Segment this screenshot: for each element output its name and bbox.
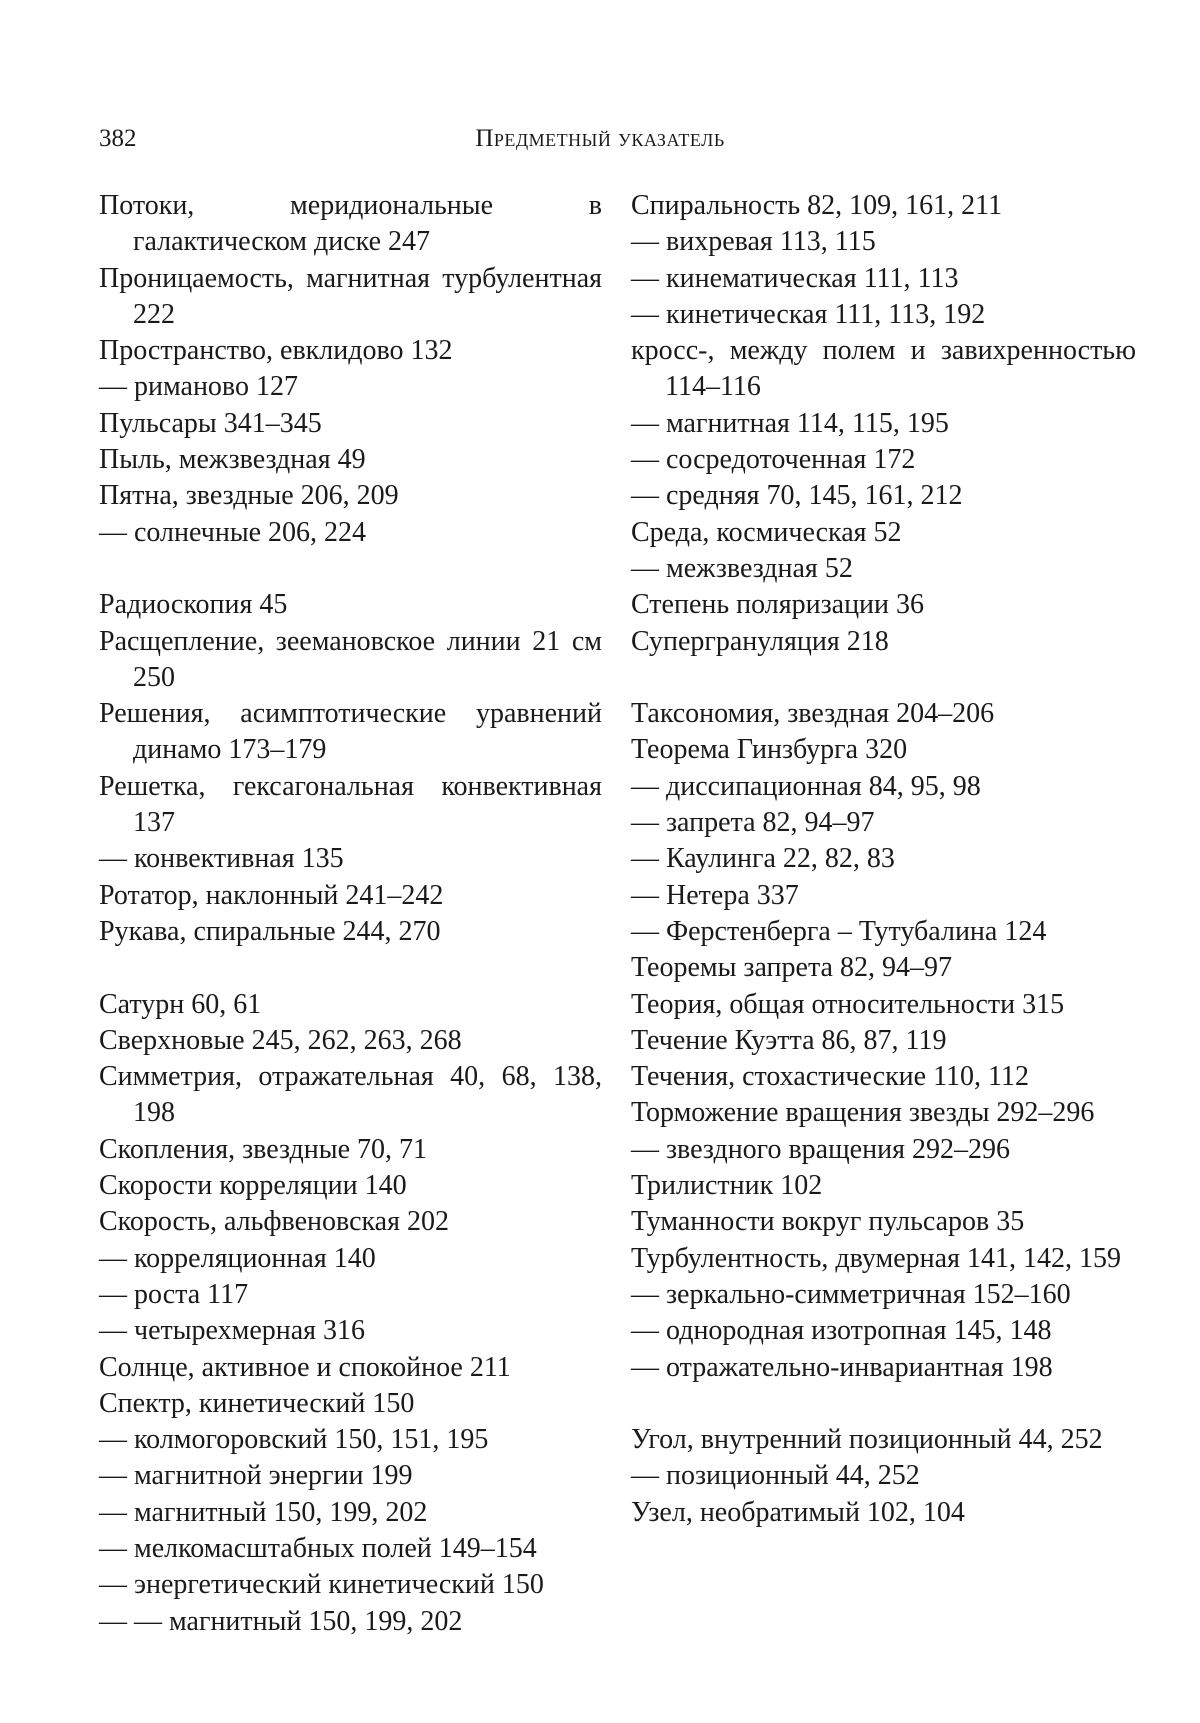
index-entry: Симметрия, отражательная 40, 68, 138, 198 (99, 1061, 602, 1129)
page-number: 382 (99, 125, 137, 152)
index-entry: — Каулинга 22, 82, 83 (631, 843, 895, 875)
index-entry: Супергрануляция 218 (631, 625, 889, 657)
index-entry: — мелкомасштабных полей 149–154 (99, 1532, 537, 1564)
index-entry: Теоремы запрета 82, 94–97 (631, 952, 952, 984)
index-entry: — — магнитный 150, 199, 202 (99, 1605, 463, 1637)
running-title: Предметный указатель (475, 125, 725, 152)
index-entry: Течения, стохастические 110, 112 (631, 1061, 1030, 1093)
index-entry: Сверхновые 245, 262, 263, 268 (99, 1024, 462, 1056)
index-entry: — диссипационная 84, 95, 98 (631, 770, 981, 802)
index-entry: — магнитная 114, 115, 195 (631, 407, 949, 439)
index-entry: Спектр, кинетический 150 (99, 1387, 415, 1419)
index-entry: — запрета 82, 94–97 (631, 807, 875, 839)
index-entry: Теорема Гинзбурга 320 (631, 734, 908, 766)
index-entry: Среда, космическая 52 (631, 516, 902, 548)
index-entry: Спиральность 82, 109, 161, 211 (631, 190, 1003, 221)
index-entry: Ротатор, наклонный 241–242 (99, 879, 444, 911)
index-entry: — вихревая 113, 115 (631, 226, 876, 258)
index-gap (631, 660, 1136, 696)
index-entry: Степень поляризации 36 (631, 589, 925, 621)
index-entry: — кинетическая 111, 113, 192 (631, 298, 986, 330)
index-entry: Пятна, звездные 206, 209 (99, 480, 399, 512)
index-entry: — магнитный 150, 199, 202 (99, 1496, 428, 1528)
index-entry: Узел, необратимый 102, 104 (631, 1496, 965, 1528)
index-entry: — позиционный 44, 252 (631, 1460, 920, 1492)
index-entry: — звездного вращения 292–296 (631, 1133, 1010, 1165)
index-entry: — средняя 70, 145, 161, 212 (631, 480, 963, 512)
index-entry: Рукава, спиральные 244, 270 (99, 915, 441, 947)
index-entry: Таксономия, звездная 204–206 (631, 698, 995, 730)
index-entry: Проницаемость, магнитная турбулентная 222 (99, 262, 602, 330)
index-entry: — колмогоровский 150, 151, 195 (99, 1424, 489, 1456)
index-entry: — однородная изотропная 145, 148 (631, 1315, 1052, 1347)
index-entry: Теория, общая относительности 315 (631, 988, 1065, 1020)
index-entry: — солнечные 206, 224 (99, 516, 367, 548)
index-entry: — Ферстенберга – Тутубалина 124 (631, 915, 1047, 947)
index-entry: — четырехмерная 316 (99, 1315, 366, 1347)
index-entry: Пыль, межзвездная 49 (99, 444, 366, 476)
index-entry: Радиоскопия 45 (99, 589, 288, 621)
index-entry: кросс-, между полем и завихренностью 114–116 (631, 335, 1136, 403)
index-gap (99, 551, 602, 587)
index-entry: Решения, асимптотические уравнений динамо 173–179 (99, 698, 602, 766)
index-entry: — межзвездная 52 (631, 552, 853, 584)
index-entry: — конвективная 135 (99, 843, 344, 875)
index-entry: Потоки, меридиональные в галактическом диске 247 (99, 190, 602, 258)
index-gap (631, 1386, 1136, 1422)
index-entry: Туманности вокруг пульсаров 35 (631, 1206, 1025, 1238)
index-entry: — зеркально-симметричная 152–160 (631, 1278, 1071, 1310)
index-entry: Солнце, активное и спокойное 211 (99, 1351, 511, 1383)
index-entry: Торможение вращения звезды 292–296 (631, 1097, 1095, 1129)
index-entry: Скорости корреляции 140 (99, 1170, 407, 1202)
index-entry: Трилистник 102 (631, 1170, 823, 1202)
index-entry: Пространство, евклидово 132 (99, 335, 453, 367)
index-entry: Пульсары 341–345 (99, 407, 322, 439)
index-entry: — риманово 127 (99, 371, 298, 403)
index-entry: Скорость, альфвеновская 202 (99, 1206, 449, 1238)
index-entry: Сатурн 60, 61 (99, 988, 262, 1020)
index-entry: — энергетический кинетический 150 (99, 1569, 544, 1601)
index-entry: Расщепление, зеемановское линии 21 см 250 (99, 625, 602, 693)
index-entry: — отражательно-инвариантная 198 (631, 1351, 1053, 1383)
index-entry: Скопления, звездные 70, 71 (99, 1133, 428, 1165)
index-column-left (99, 188, 602, 1640)
index-entry: — магнитной энергии 199 (99, 1460, 413, 1492)
index-entry: Турбулентность, двумерная 141, 142, 159 (631, 1242, 1121, 1274)
index-entry: Угол, внутренний позиционный 44, 252 (631, 1424, 1103, 1456)
index-entry: Решетка, гексагональная конвективная 137 (99, 770, 602, 839)
index-entry: — роста 117 (99, 1278, 249, 1310)
index-entry: — кинематическая 111, 113 (631, 262, 959, 294)
index-entry: — Нетера 337 (631, 879, 799, 911)
index-gap (99, 950, 602, 986)
index-column-right (631, 188, 1136, 1531)
index-entry: — сосредоточенная 172 (631, 444, 916, 476)
index-entry: Течение Куэтта 86, 87, 119 (631, 1024, 947, 1056)
index-entry: — корреляционная 140 (99, 1242, 376, 1274)
